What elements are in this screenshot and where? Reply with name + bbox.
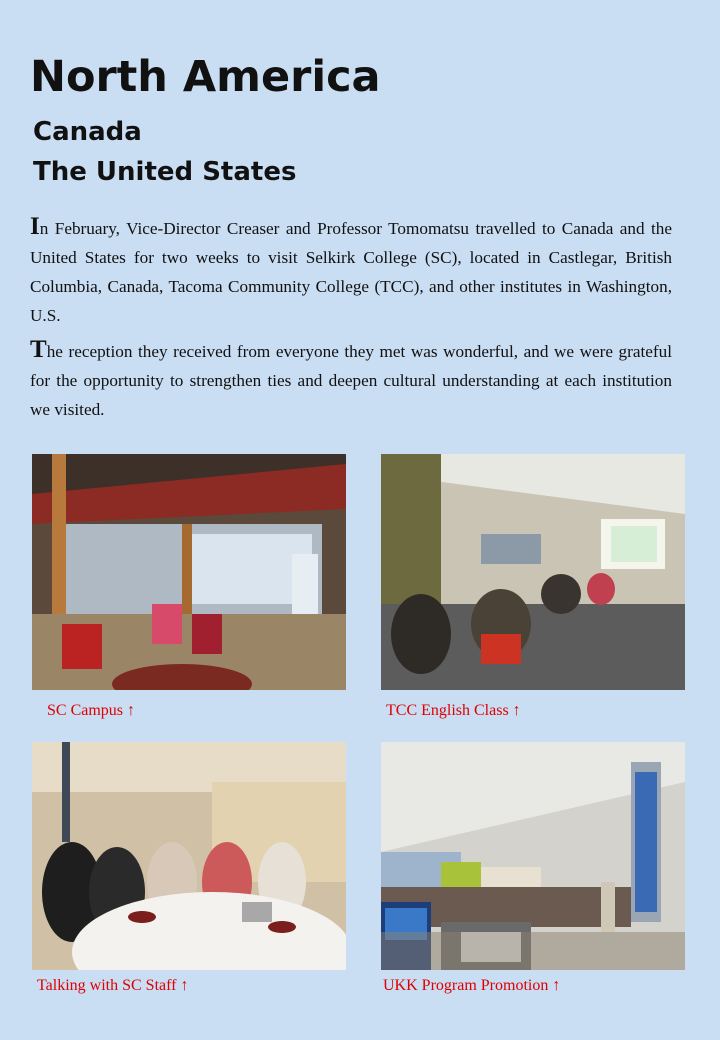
caption-tcc-english-class: TCC English Class ↑: [386, 702, 521, 719]
drop-cap: T: [30, 336, 47, 363]
subtitle-canada: Canada: [33, 117, 142, 147]
photo-ukk-program-promotion: [381, 742, 685, 970]
caption-talking-with-sc-staff: Talking with SC Staff ↑: [37, 977, 189, 994]
caption-ukk-program-promotion: UKK Program Promotion ↑: [383, 977, 561, 994]
photo-talking-with-sc-staff: [32, 742, 346, 970]
paragraph-text: he reception they received from everyone they met was wonderful, and we were grateful for the opportunity to strengthen ties and deepen cultural understanding at each institution we visited.: [30, 342, 672, 419]
article-paragraph-1: [30, 214, 672, 330]
photo-tcc-english-class: [381, 454, 685, 690]
caption-sc-campus: SC Campus ↑: [47, 702, 136, 719]
drop-cap: I: [30, 213, 40, 240]
subtitle-united-states: The United States: [33, 157, 297, 187]
article-paragraph-2: [30, 337, 672, 424]
paragraph-text: n February, Vice-Director Creaser and Professor Tomomatsu travelled to Canada and the United States for two weeks to visit Selkirk College (SC), located in Castlegar, British Columbia, Canada, Tacoma Community College (TCC), and other institutes in Washington, U.S.: [30, 219, 672, 325]
photo-sc-campus: [32, 454, 346, 690]
page-title: North America: [30, 52, 381, 102]
